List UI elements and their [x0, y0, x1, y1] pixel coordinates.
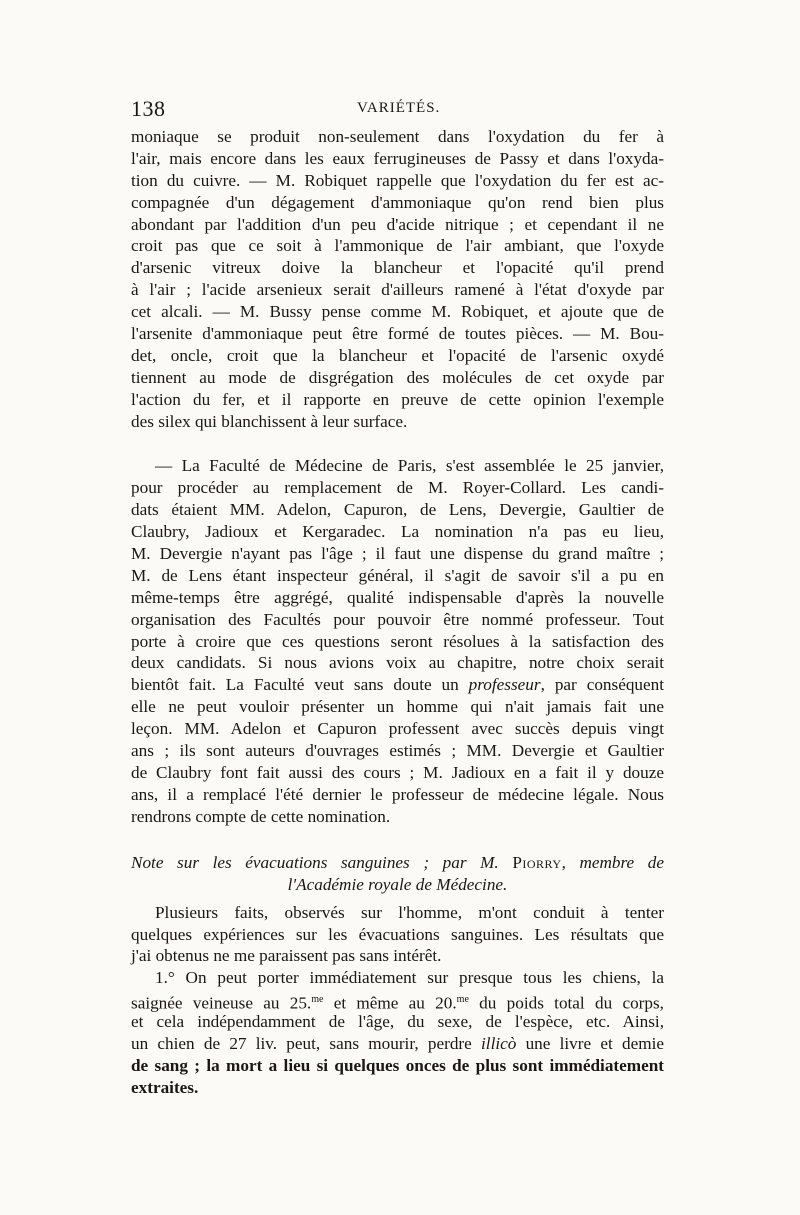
text-segment: , par conséquent: [540, 675, 665, 695]
text-line: tiennent au mode de disgrégation des molécules de cet oxyde par: [131, 367, 664, 387]
text-line: quelques expériences sur les évacuations sanguines. Les résultats que: [131, 924, 664, 944]
text-segment: saignée veineuse au 25.: [131, 993, 312, 1013]
document-page: [131, 96, 664, 1099]
text-line: ans, il a remplacé l'été dernier le professeur de médecine légale. Nous: [131, 784, 664, 804]
text-line: d'arsenic vitreux doive la blancheur et l'opacité qu'il prend: [131, 258, 664, 278]
text-line: moniaque se produit non-seulement dans l'oxydation du fer à: [131, 127, 664, 146]
text-line: et cela indépendamment de l'âge, du sexe, de l'espèce, etc. Ainsi,: [131, 1012, 664, 1032]
text-line: à l'air ; l'acide arsenieux serait d'ailleurs ramené à l'état d'oxyde par: [131, 280, 664, 300]
text-line: des silex qui blanchissent à leur surface.: [131, 411, 408, 431]
text-line: M. Devergie n'ayant pas l'âge ; il faut une dispense du grand maître ;: [131, 544, 664, 564]
note-title: [131, 852, 664, 896]
text-line: extraites.: [131, 1077, 199, 1097]
text-line: elle ne peut vouloir présenter un homme qui n'ait jamais fait une: [131, 697, 664, 717]
text-line: compagnée d'un dégagement d'ammoniaque qu'on rend bien plus: [131, 192, 664, 212]
text-line: Claubry, Jadioux et Kergaradec. La nomination n'a pas eu lieu,: [131, 522, 664, 542]
text-line: dats étaient MM. Adelon, Capuron, de Lens, Devergie, Gaultier de: [131, 500, 664, 520]
text-line: leçon. MM. Adelon et Capuron professent avec succès depuis vingt: [131, 719, 664, 739]
note-title-text: , membre de: [561, 852, 664, 872]
emphasis-text: illicò: [481, 1033, 517, 1053]
text-line: [131, 989, 664, 1011]
paragraph-intro: [131, 902, 664, 968]
text-line: abondant par l'addition d'un peu d'acide nitrique ; et cependant il ne: [131, 214, 664, 234]
text-line: organisation des Facultés pour pouvoir être nommé professeur. Tout: [131, 609, 664, 629]
note-title-line: [131, 852, 664, 874]
emphasis-text: professeur: [468, 675, 541, 695]
note-title-text: Note sur les évacuations sanguines ; par M.: [131, 852, 499, 872]
text-line: M. de Lens étant inspecteur général, il s'agit de savoir s'il a pu en: [131, 565, 664, 585]
text-line: deux candidats. Si nous avions voix au chapitre, notre choix serait: [131, 653, 664, 673]
page-header: [131, 96, 664, 126]
text-line: cet alcali. — M. Bussy pense comme M. Robiquet, et ajoute que de: [131, 302, 664, 322]
page-number: 138: [131, 96, 166, 121]
note-section: [131, 852, 664, 1099]
superscript: me: [311, 994, 324, 1006]
text-line: j'ai obtenus ne me paraissent pas sans intérêt.: [131, 946, 442, 966]
text-line: porte à croire que ces questions seront résolues à la satisfaction des: [131, 631, 664, 651]
text-segment: une livre et demie: [516, 1033, 664, 1053]
text-line: pour procéder au remplacement de M. Royer-Collard. Les candi-: [131, 478, 664, 498]
text-line: l'action du fer, et il rapporte en preuve de cette opinion l'exemple: [131, 389, 664, 409]
running-head: VARIÉTÉS.: [357, 100, 441, 116]
text-line: rendrons compte de cette nomination.: [131, 806, 391, 826]
text-line: de Claubry font fait aussi des cours ; M. Jadioux en a fait il y douze: [131, 762, 664, 782]
text-line: 1.° On peut porter immédiatement sur presque tous les chiens, la: [155, 968, 664, 988]
text-segment: et même au 20.: [323, 993, 457, 1013]
note-author: Piorry: [512, 852, 562, 872]
text-line: tion du cuivre. — M. Robiquet rappelle que l'oxydation du fer est ac-: [131, 170, 664, 190]
text-segment: bientôt fait. La Faculté veut sans doute un: [131, 675, 459, 695]
text-line: croit pas que ce soit à l'ammonique de l'air ambiant, que l'oxyde: [131, 236, 664, 256]
text-line: — La Faculté de Médecine de Paris, s'est assemblée le 25 janvier,: [155, 456, 664, 476]
paragraph-faculty-news: [131, 455, 664, 827]
paragraph-finding-1: [131, 967, 664, 1098]
text-line: det, oncle, croit que la blancheur et l'opacité de l'arsenic oxydé: [131, 345, 664, 365]
text-line: ans ; ils sont auteurs d'ouvrages estimés ; MM. Devergie et Gaultier: [131, 741, 664, 761]
text-line: l'air, mais encore dans les eaux ferrugineuses de Passy et dans l'oxyda-: [131, 148, 664, 168]
text-segment: un chien de 27 liv. peut, sans mourir, perdre: [131, 1033, 482, 1053]
superscript: me: [456, 994, 469, 1006]
text-segment: du poids total du corps,: [468, 993, 664, 1013]
text-line: de sang ; la mort a lieu si quelques onces de plus sont immédiatement: [131, 1055, 664, 1075]
text-line: [131, 674, 664, 696]
text-line: même-temps être aggrégé, qualité indispensable d'après la nouvelle: [131, 587, 664, 607]
text-line: Plusieurs faits, observés sur l'homme, m'ont conduit à tenter: [155, 902, 664, 922]
text-line: [131, 1033, 664, 1055]
note-title-line: l'Académie royale de Médecine.: [287, 874, 508, 894]
paragraph-academy-discussion: [131, 126, 664, 432]
text-line: l'arsenite d'ammoniaque peut être formé de toutes pièces. — M. Bou-: [131, 324, 664, 344]
